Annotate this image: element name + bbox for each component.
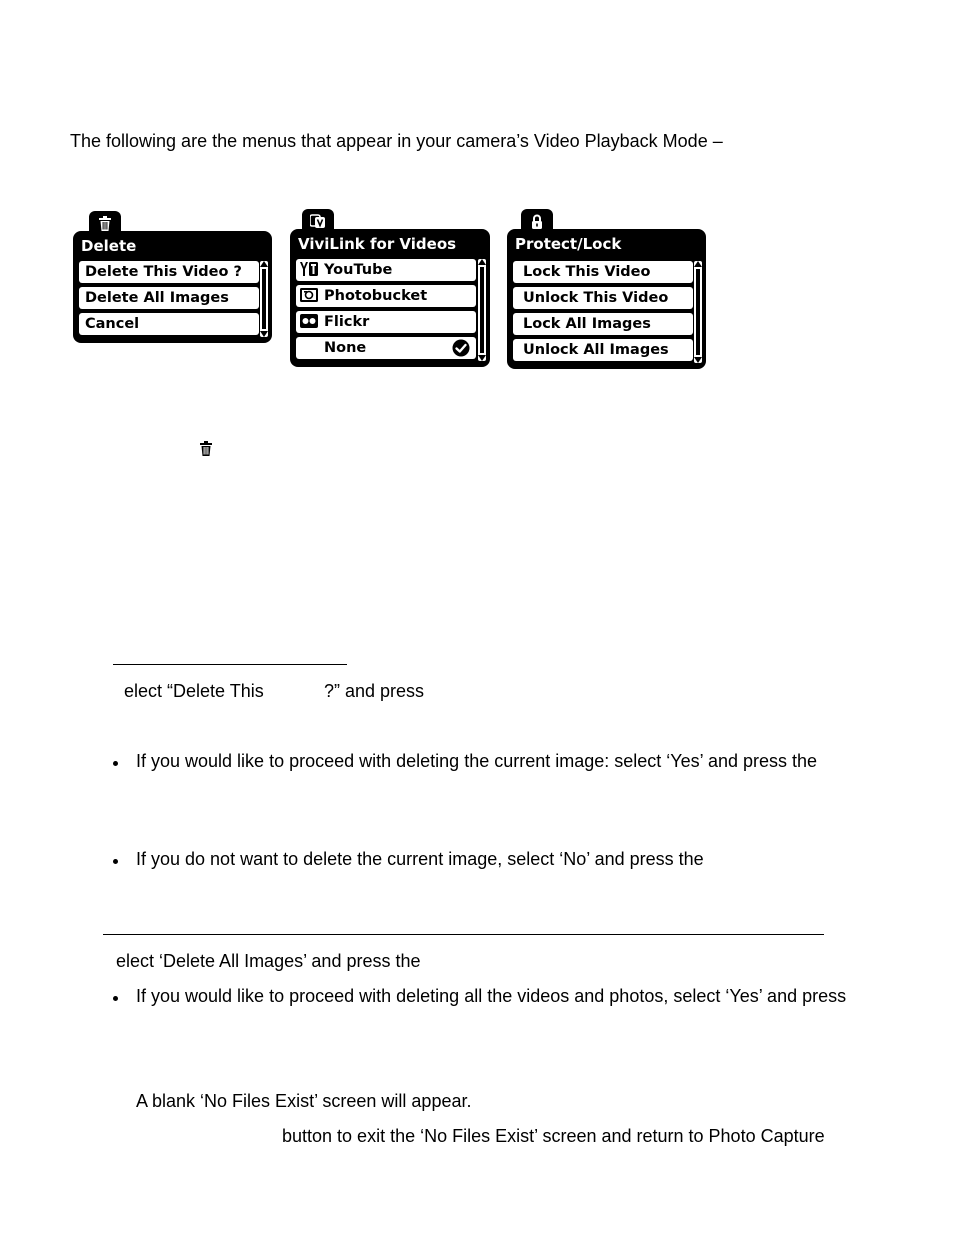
menu-item-unlock-all-images[interactable]: Unlock All Images xyxy=(513,339,693,361)
menu-item-cancel[interactable]: Cancel xyxy=(79,313,259,335)
checkmark-icon xyxy=(452,339,470,357)
delete-all-text: elect ‘Delete All Images’ and press the xyxy=(116,951,421,971)
section-rule xyxy=(113,664,347,665)
scrollbar[interactable] xyxy=(260,261,268,337)
bullet-text: If you do not want to delete the current image, select ‘No’ and press the xyxy=(136,849,704,869)
trash-icon xyxy=(199,441,213,456)
flickr-icon xyxy=(300,313,318,329)
section-rule xyxy=(103,934,824,935)
delete-this-pre-text: elect “Delete This xyxy=(124,681,264,701)
photobucket-icon xyxy=(300,287,318,303)
youtube-icon xyxy=(300,261,318,277)
menu-item-unlock-this-video[interactable]: Unlock This Video xyxy=(513,287,693,309)
menu-title: ViviLink for Videos xyxy=(298,235,457,253)
scrollbar[interactable] xyxy=(694,261,702,363)
delete-menu xyxy=(73,211,272,343)
menu-item-label: YouTube xyxy=(324,262,393,278)
no-files-text: A blank ‘No Files Exist’ screen will appear. xyxy=(136,1091,472,1111)
protect-lock-menu xyxy=(507,209,706,369)
menu-item-lock-this-video[interactable]: Lock This Video xyxy=(513,261,693,283)
menu-item-none[interactable] xyxy=(296,337,476,359)
menu-item-delete-all-images[interactable]: Delete All Images xyxy=(79,287,259,309)
menu-title: Protect/Lock xyxy=(515,235,622,253)
scroll-thumb xyxy=(262,269,266,329)
menu-item-youtube[interactable] xyxy=(296,259,476,281)
scroll-up-arrow-icon xyxy=(260,261,268,267)
scrollbar[interactable] xyxy=(478,259,486,361)
menu-item-lock-all-images[interactable]: Lock All Images xyxy=(513,313,693,335)
menu-item-photobucket[interactable] xyxy=(296,285,476,307)
menu-title: Delete xyxy=(81,237,137,255)
menu-item-label: None xyxy=(324,340,367,356)
menu-item-flickr[interactable] xyxy=(296,311,476,333)
intro-text: The following are the menus that appear in your camera’s Video Playback Mode – xyxy=(70,131,723,151)
scroll-up-arrow-icon xyxy=(694,261,702,267)
scroll-down-arrow-icon xyxy=(478,355,486,361)
bullet-text: If you would like to proceed with deleting all the videos and photos, select ‘Yes’ and press xyxy=(136,986,847,1006)
menu-item-label: Flickr xyxy=(324,314,370,330)
scroll-up-arrow-icon xyxy=(478,259,486,265)
scroll-thumb xyxy=(480,267,484,353)
menu-item-delete-this-video[interactable]: Delete This Video ? xyxy=(79,261,259,283)
delete-this-post-text: ?” and press xyxy=(324,681,425,701)
menu-item-label: Photobucket xyxy=(324,288,428,304)
scroll-down-arrow-icon xyxy=(260,331,268,337)
bullet-text: If you would like to proceed with deleting the current image: select ‘Yes’ and press the xyxy=(136,751,818,771)
vivilink-menu xyxy=(290,209,490,367)
exit-instruction-text: button to exit the ‘No Files Exist’ screen and return to Photo Capture xyxy=(282,1126,825,1146)
scroll-down-arrow-icon xyxy=(694,357,702,363)
scroll-thumb xyxy=(696,269,700,355)
